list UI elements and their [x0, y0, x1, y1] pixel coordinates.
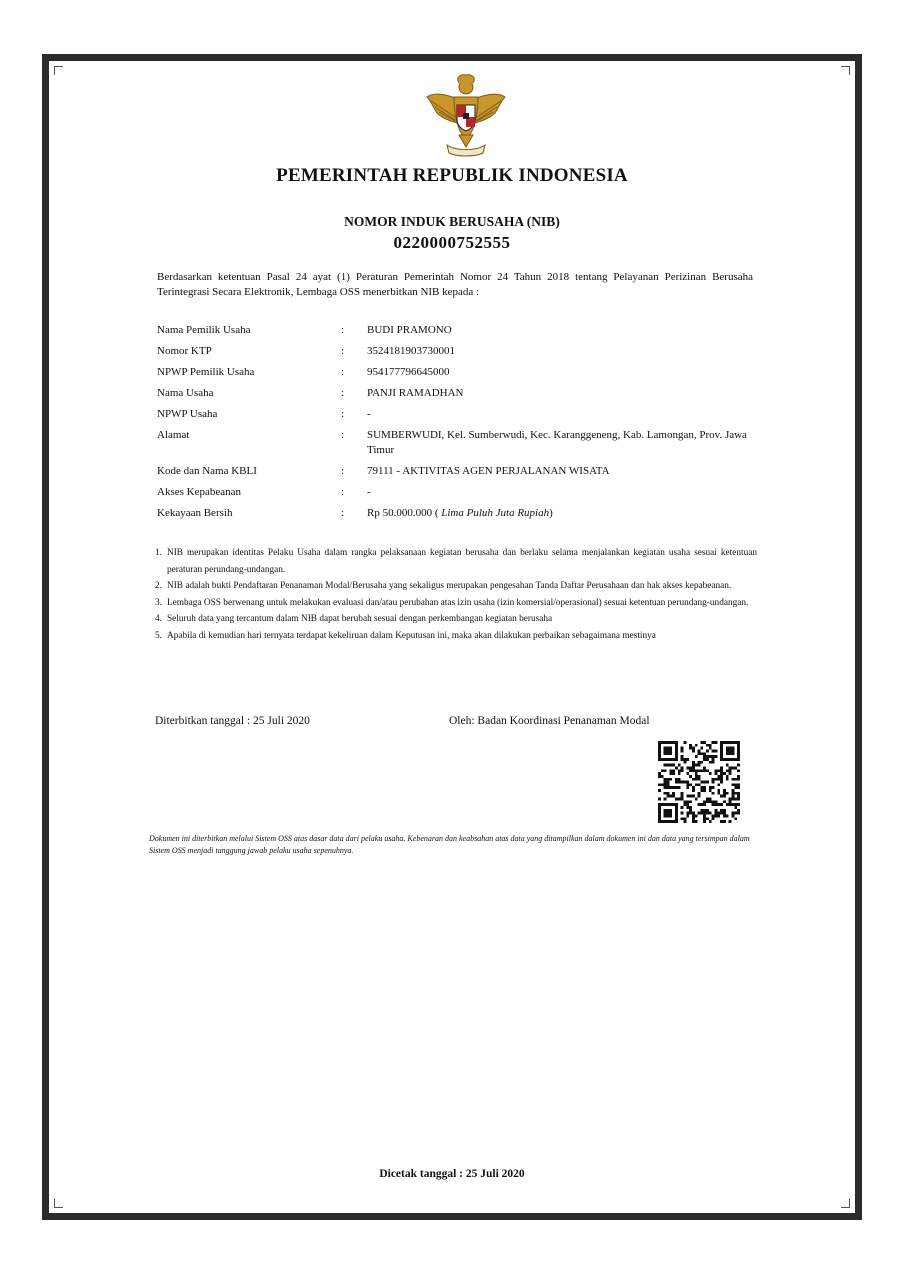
field-label: Kekayaan Bersih — [157, 507, 233, 519]
field-row — [157, 365, 757, 386]
list-item — [155, 545, 757, 578]
printed-date: Dicetak tanggal : 25 Juli 2020 — [379, 1168, 525, 1180]
field-row — [157, 464, 757, 485]
field-value: PANJI RAMADHAN — [367, 387, 464, 399]
qr-code-icon — [654, 741, 744, 823]
issuing-authority: Oleh: Badan Koordinasi Penanaman Modal — [449, 715, 650, 727]
field-value — [367, 506, 757, 527]
net-worth-amount: Rp 50.000.000 ( — [367, 507, 439, 519]
field-value: 79111 - AKTIVITAS AGEN PERJALANAN WISATA — [367, 465, 610, 477]
field-row — [157, 407, 757, 428]
list-item-text: NIB adalah bukti Pendaftaran Penanaman Modal/Berusaha yang sekaligus merupakan pengesahan Tanda Daftar Perusahaan dan hak akses kepabeanan. — [167, 581, 732, 591]
corner-mark — [54, 1199, 63, 1208]
issued-date: Diterbitkan tanggal : 25 Juli 2020 — [155, 715, 310, 727]
list-item-number: 2. — [155, 581, 162, 591]
field-separator: : — [341, 324, 345, 336]
field-row — [157, 428, 757, 464]
business-details-table — [157, 323, 757, 527]
list-item-text: Seluruh data yang tercantum dalam NIB dapat berubah sesuai dengan perkembangan kegiatan berusaha — [167, 614, 553, 624]
field-value: BUDI PRAMONO — [367, 324, 452, 336]
list-item — [155, 578, 757, 595]
document-title: NOMOR INDUK BERUSAHA (NIB) — [344, 214, 560, 229]
field-separator: : — [341, 507, 345, 519]
field-row — [157, 506, 757, 527]
field-value: - — [367, 486, 371, 498]
field-separator: : — [341, 465, 345, 477]
government-title: PEMERINTAH REPUBLIK INDONESIA — [276, 165, 628, 186]
field-separator: : — [341, 429, 345, 441]
field-value: 3524181903730001 — [367, 345, 455, 357]
list-item-number: 4. — [155, 614, 162, 624]
field-label: NPWP Usaha — [157, 408, 218, 420]
field-separator: : — [341, 486, 345, 498]
field-label: Nama Pemilik Usaha — [157, 324, 251, 336]
list-item — [155, 611, 757, 628]
field-separator: : — [341, 366, 345, 378]
garuda-emblem-icon — [421, 73, 511, 157]
net-worth-close: ) — [549, 507, 553, 519]
field-row — [157, 485, 757, 506]
intro-paragraph: Berdasarkan ketentuan Pasal 24 ayat (1) Peraturan Pemerintah Nomor 24 Tahun 2018 tentang Pelayanan Perizinan Berusaha Terintegrasi Secara Elektronik, Lembaga OSS menerbitkan NIB kepada : — [157, 271, 753, 298]
list-item — [155, 628, 757, 645]
list-item-text: Apabila di kemudian hari ternyata terdapat kekeliruan dalam Keputusan ini, maka akan dilakukan perbaikan sebagaimana mestinya — [167, 630, 656, 641]
field-label: Nomor KTP — [157, 345, 212, 357]
list-item-number: 5. — [155, 630, 162, 641]
field-separator: : — [341, 408, 345, 420]
field-label: Akses Kepabeanan — [157, 486, 241, 498]
disclaimer-text: Dokumen ini diterbitkan melalui Sistem OSS atas dasar data dari pelaku usaha. Kebenaran dan keabsahan atas data yang ditampilkan dalam dokumen ini dan data yang tersimpan dalam Sistem OSS menjadi tanggung jawab pelaku usaha sepenuhnya. — [149, 834, 750, 855]
net-worth-words: Lima Puluh Juta Rupiah — [441, 507, 550, 519]
document-frame — [42, 54, 862, 1220]
field-separator: : — [341, 345, 345, 357]
field-label: Nama Usaha — [157, 387, 214, 399]
list-item-number: 1. — [155, 548, 162, 558]
field-separator: : — [341, 387, 345, 399]
provisions-list — [155, 545, 757, 644]
list-item-text: Lembaga OSS berwenang untuk melakukan evaluasi dan/atau perubahan atas izin usaha (izin komersial/operasional) sesuai ketentuan perundang-undangan. — [167, 597, 749, 608]
field-row — [157, 386, 757, 407]
field-row — [157, 344, 757, 365]
list-item-number: 3. — [155, 597, 162, 608]
nib-number: 0220000752555 — [393, 233, 511, 252]
corner-mark — [54, 66, 63, 75]
field-label: Alamat — [157, 429, 190, 441]
field-value: 954177796645000 — [367, 366, 450, 378]
field-row — [157, 323, 757, 344]
corner-mark — [841, 66, 850, 75]
field-label: Kode dan Nama KBLI — [157, 465, 257, 477]
field-label: NPWP Pemilik Usaha — [157, 366, 255, 378]
corner-mark — [841, 1199, 850, 1208]
list-item-text: NIB merupakan identitas Pelaku Usaha dalam rangka pelaksanaan kegiatan berusaha dan berlaku selama menjalankan kegiatan usaha sesuai ketentuan peraturan perundang-undangan. — [167, 548, 757, 575]
field-value: - — [367, 408, 371, 420]
field-value: SUMBERWUDI, Kel. Sumberwudi, Kec. Karanggeneng, Kab. Lamongan, Prov. Jawa Timur — [367, 429, 747, 456]
list-item — [155, 595, 757, 612]
